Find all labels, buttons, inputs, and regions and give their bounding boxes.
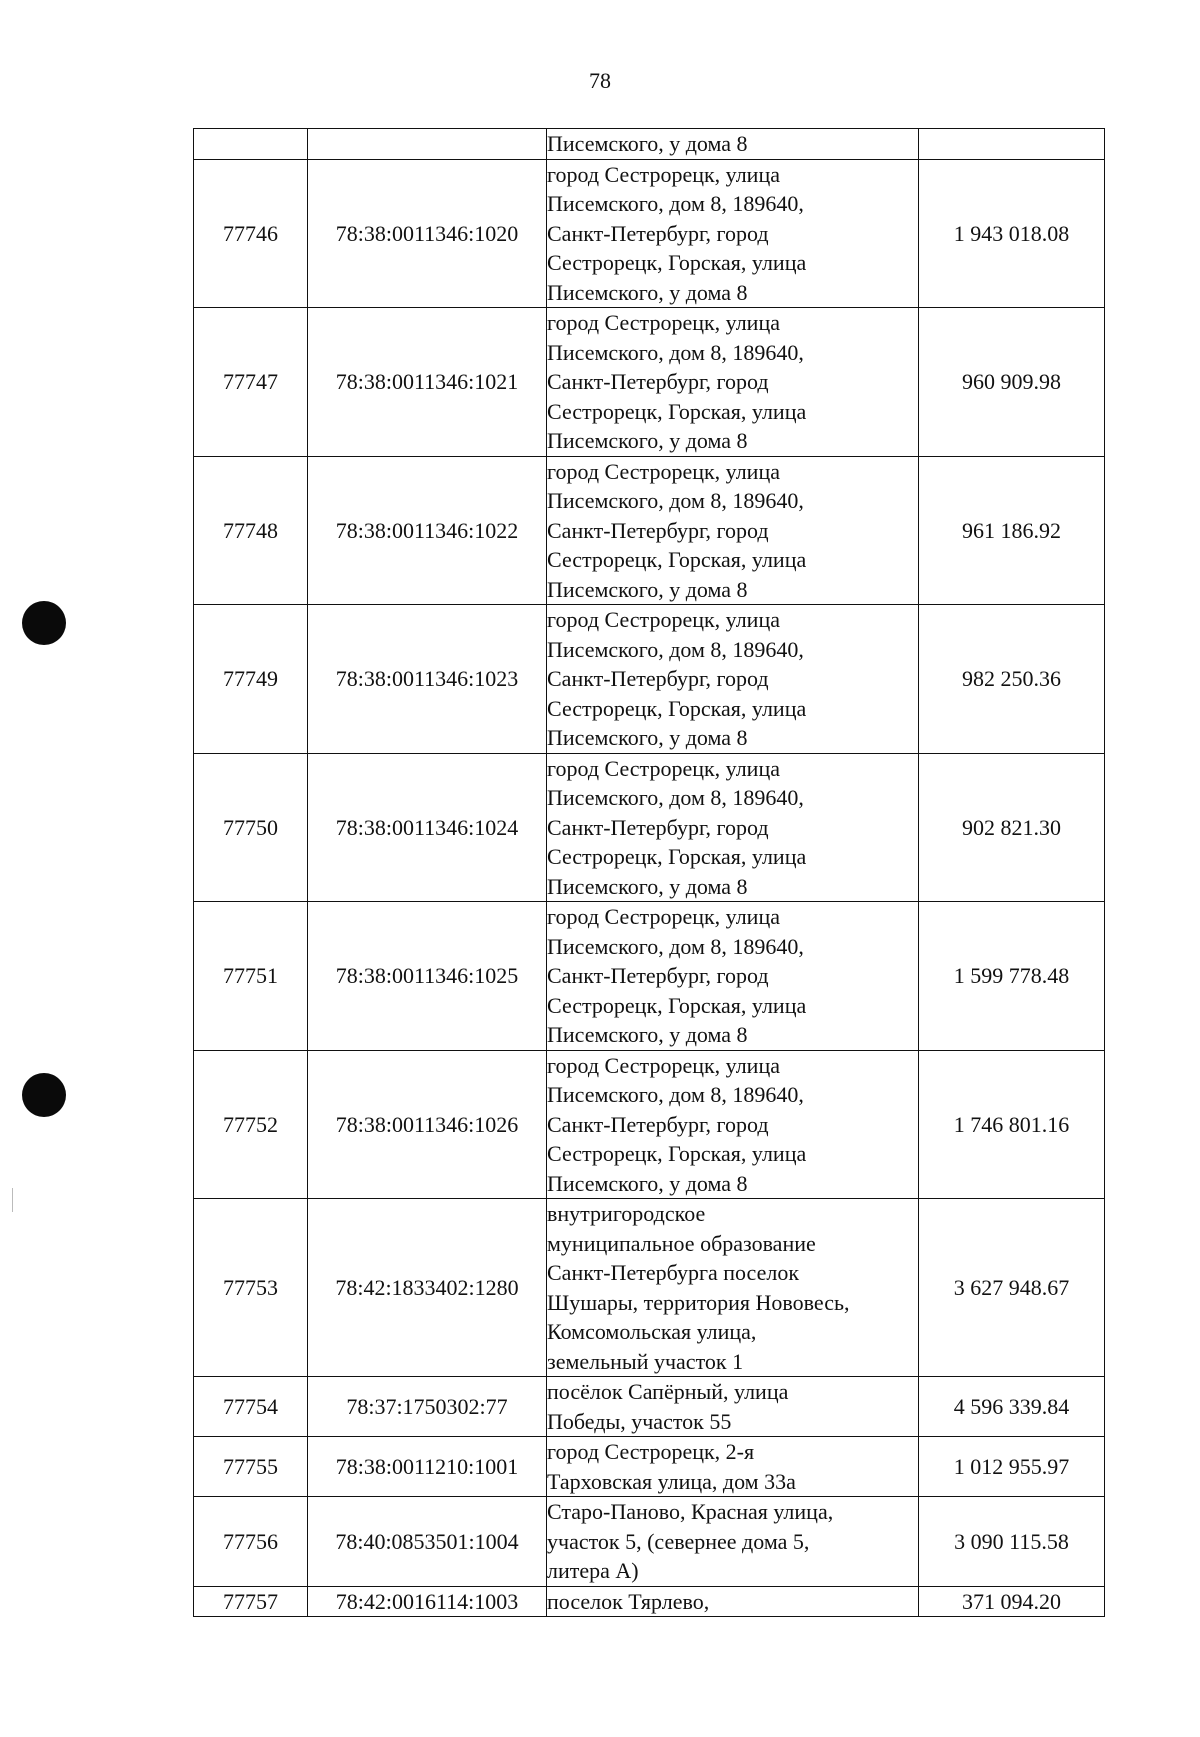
address-line: Писемского, дом 8, 189640,	[547, 488, 804, 513]
cadastral-number-cell: 78:42:1833402:1280	[308, 1199, 547, 1377]
punch-hole-mark	[22, 601, 66, 645]
cadastral-value-cell: 961 186.92	[919, 456, 1105, 605]
record-number-cell: 77755	[194, 1437, 308, 1497]
address-line: Старо-Паново, Красная улица,	[547, 1499, 834, 1524]
address-line: Санкт-Петербург, город	[547, 814, 769, 840]
record-number-cell: 77749	[194, 605, 308, 754]
address-line: город Сестрорецк, улица	[547, 161, 780, 187]
address-line: поселок Тярлево,	[547, 1588, 710, 1614]
address-line: муниципальное образование	[547, 1230, 816, 1256]
address-line: Писемского, у дома 8	[547, 131, 748, 156]
cadastral-value-cell: 982 250.36	[919, 605, 1105, 754]
address-line: участок 5, (севернее дома 5,	[547, 1528, 810, 1554]
address-line: Писемского, у дома 8	[547, 576, 748, 602]
cadastral-value-cell: 1 599 778.48	[919, 902, 1105, 1051]
record-number-cell: 77746	[194, 159, 308, 308]
address-line: город Сестрорецк, улица	[547, 1052, 780, 1078]
address-line: Писемского, дом 8, 189640,	[547, 933, 804, 959]
address-line: город Сестрорецк, улица	[547, 755, 780, 781]
cadastral-number-cell: 78:38:0011346:1026	[308, 1050, 547, 1199]
cadastral-value-cell: 371 094.20	[919, 1586, 1105, 1617]
address-line: Тарховская улица, дом 33а	[547, 1468, 796, 1494]
record-number-cell: 77750	[194, 753, 308, 902]
address-line: город Сестрорецк, 2-я	[547, 1439, 755, 1464]
address-line: Писемского, дом 8, 189640,	[547, 636, 804, 662]
record-number-cell: 77753	[194, 1199, 308, 1377]
cadastral-value-cell	[919, 129, 1105, 160]
address-cell	[547, 1497, 919, 1587]
address-line: Сестрорецк, Горская, улица	[547, 250, 807, 275]
address-line: Санкт-Петербург, город	[547, 517, 769, 543]
table-row	[194, 1586, 1105, 1617]
address-line: Писемского, дом 8, 189640,	[547, 1082, 804, 1107]
address-line: Писемского, у дома 8	[547, 1170, 748, 1196]
cadastral-value-cell: 902 821.30	[919, 753, 1105, 902]
address-line: Писемского, у дома 8	[547, 279, 748, 305]
table-row	[194, 308, 1105, 457]
address-line: Санкт-Петербург, город	[547, 666, 769, 691]
cadastral-number-cell: 78:38:0011346:1024	[308, 753, 547, 902]
cadastral-value-cell: 3 090 115.58	[919, 1497, 1105, 1587]
record-number-cell: 77748	[194, 456, 308, 605]
address-line: Санкт-Петербург, город	[547, 1111, 769, 1137]
table-row	[194, 753, 1105, 902]
address-line: город Сестрорецк, улица	[547, 458, 780, 484]
address-line: Сестрорецк, Горская, улица	[547, 695, 807, 721]
address-cell	[547, 1377, 919, 1437]
scan-edge-mark	[12, 1188, 13, 1212]
table-row	[194, 1199, 1105, 1377]
table-row	[194, 1497, 1105, 1587]
address-line: Писемского, у дома 8	[547, 428, 748, 453]
cadastral-value-cell: 1 746 801.16	[919, 1050, 1105, 1199]
address-line: Санкт-Петербург, город	[547, 220, 769, 246]
table-row	[194, 605, 1105, 754]
punch-hole-mark	[22, 1073, 66, 1117]
registry-table	[193, 128, 1105, 1617]
address-line: Санкт-Петербург, город	[547, 963, 769, 988]
address-cell	[547, 753, 919, 902]
address-line: земельный участок 1	[547, 1348, 744, 1374]
address-line: Сестрорецк, Горская, улица	[547, 398, 807, 424]
record-number-cell: 77751	[194, 902, 308, 1051]
cadastral-number-cell: 78:40:0853501:1004	[308, 1497, 547, 1587]
cadastral-number-cell: 78:38:0011210:1001	[308, 1437, 547, 1497]
registry-table-body	[194, 129, 1105, 1617]
address-line: Писемского, дом 8, 189640,	[547, 339, 804, 365]
address-cell	[547, 456, 919, 605]
address-cell	[547, 1586, 919, 1617]
table-row-continuation	[194, 129, 1105, 160]
table-row	[194, 1437, 1105, 1497]
address-cell	[547, 1050, 919, 1199]
cadastral-number-cell: 78:42:0016114:1003	[308, 1586, 547, 1617]
cadastral-number-cell: 78:38:0011346:1023	[308, 605, 547, 754]
table-row	[194, 1377, 1105, 1437]
record-number-cell	[194, 129, 308, 160]
record-number-cell: 77747	[194, 308, 308, 457]
table-row	[194, 456, 1105, 605]
address-line: Писемского, у дома 8	[547, 725, 748, 750]
address-line: литера А)	[547, 1558, 639, 1583]
address-line: Сестрорецк, Горская, улица	[547, 1141, 807, 1166]
address-line: Писемского, дом 8, 189640,	[547, 191, 804, 216]
address-cell	[547, 308, 919, 457]
address-line: Сестрорецк, Горская, улица	[547, 992, 807, 1018]
address-cell	[547, 159, 919, 308]
address-line: Писемского, у дома 8	[547, 873, 748, 899]
address-line: Сестрорецк, Горская, улица	[547, 547, 807, 572]
table-row	[194, 902, 1105, 1051]
record-number-cell: 77757	[194, 1586, 308, 1617]
cadastral-number-cell: 78:38:0011346:1021	[308, 308, 547, 457]
address-cell	[547, 902, 919, 1051]
address-line: город Сестрорецк, улица	[547, 310, 780, 335]
cadastral-number-cell: 78:38:0011346:1022	[308, 456, 547, 605]
address-line: Санкт-Петербург, город	[547, 369, 769, 394]
address-line: Комсомольская улица,	[547, 1319, 757, 1344]
record-number-cell: 77756	[194, 1497, 308, 1587]
page-number: 78	[589, 68, 611, 93]
address-cell	[547, 129, 919, 160]
cadastral-value-cell: 3 627 948.67	[919, 1199, 1105, 1377]
table-row	[194, 159, 1105, 308]
cadastral-number-cell	[308, 129, 547, 160]
address-line: внутригородское	[547, 1201, 706, 1226]
cadastral-number-cell: 78:37:1750302:77	[308, 1377, 547, 1437]
cadastral-value-cell: 1 943 018.08	[919, 159, 1105, 308]
address-line: город Сестрорецк, улица	[547, 904, 780, 929]
address-line: Санкт-Петербурга поселок	[547, 1260, 800, 1285]
cadastral-number-cell: 78:38:0011346:1025	[308, 902, 547, 1051]
address-cell	[547, 1199, 919, 1377]
address-line: Шушары, территория Нововесь,	[547, 1289, 850, 1315]
address-line: посёлок Сапёрный, улица	[547, 1379, 789, 1404]
address-line: Победы, участок 55	[547, 1408, 732, 1434]
address-line: город Сестрорецк, улица	[547, 607, 780, 632]
table-row	[194, 1050, 1105, 1199]
cadastral-value-cell: 960 909.98	[919, 308, 1105, 457]
address-line: Сестрорецк, Горская, улица	[547, 844, 807, 869]
record-number-cell: 77754	[194, 1377, 308, 1437]
cadastral-number-cell: 78:38:0011346:1020	[308, 159, 547, 308]
record-number-cell: 77752	[194, 1050, 308, 1199]
cadastral-value-cell: 1 012 955.97	[919, 1437, 1105, 1497]
cadastral-value-cell: 4 596 339.84	[919, 1377, 1105, 1437]
address-line: Писемского, дом 8, 189640,	[547, 785, 804, 810]
address-cell	[547, 1437, 919, 1497]
address-cell	[547, 605, 919, 754]
address-line: Писемского, у дома 8	[547, 1022, 748, 1047]
